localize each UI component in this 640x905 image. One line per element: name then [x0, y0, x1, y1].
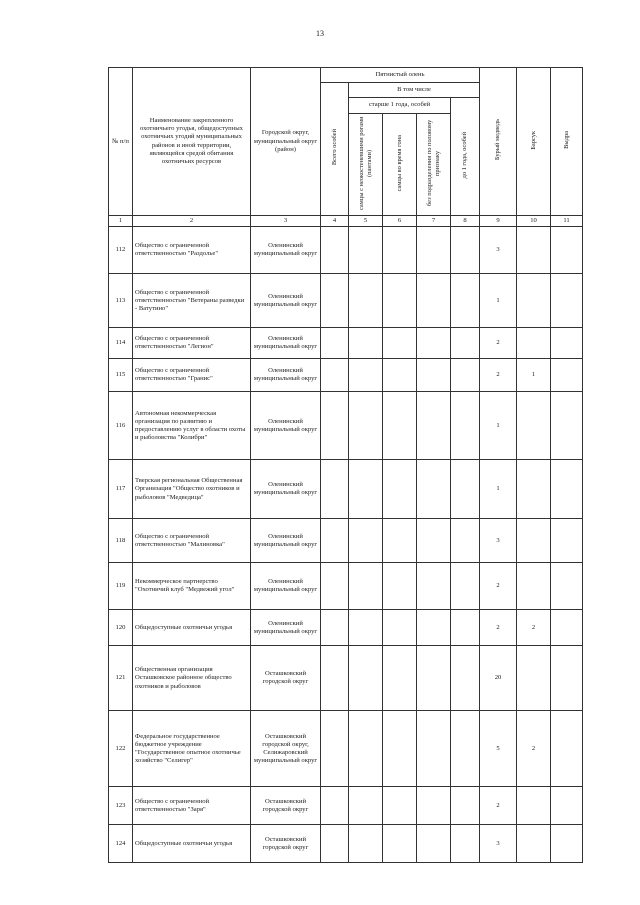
row-num: 115: [109, 359, 133, 392]
row-otter: [551, 328, 583, 359]
row-num: 122: [109, 711, 133, 787]
row-name: Общественная организация Осташковское районное общество охотников и рыболовов: [133, 646, 251, 711]
row-bear: 2: [480, 359, 517, 392]
row-bear: 2: [480, 328, 517, 359]
row-badger: 1: [517, 359, 551, 392]
row-bear: 2: [480, 787, 517, 825]
row-district: Оленинский муниципальный округ: [251, 274, 321, 328]
row-otter: [551, 460, 583, 519]
header-deer-group: Пятнистый олень: [321, 68, 480, 83]
row-district: Оленинский муниципальный округ: [251, 610, 321, 646]
row-num: 120: [109, 610, 133, 646]
row-otter: [551, 825, 583, 863]
row-bear: 20: [480, 646, 517, 711]
row-badger: [517, 563, 551, 610]
header-district: Городской округ, муниципальный округ (район): [251, 68, 321, 216]
header-num: № п/п: [109, 68, 133, 216]
row-num: 124: [109, 825, 133, 863]
row-num: 116: [109, 392, 133, 460]
row-name: Общество с ограниченной ответственностью "Заря": [133, 787, 251, 825]
row-bear: 1: [480, 460, 517, 519]
data-table: [108, 67, 583, 863]
row-name: Общество с ограниченной ответственностью "Легион": [133, 328, 251, 359]
row-otter: [551, 563, 583, 610]
header-young: до 1 года, особей: [451, 98, 480, 216]
row-otter: [551, 392, 583, 460]
table-row: [109, 825, 583, 863]
row-bear: 5: [480, 711, 517, 787]
row-district: Оленинский муниципальный округ: [251, 359, 321, 392]
row-otter: [551, 227, 583, 274]
row-name: Общество с ограниченной ответственностью "Гранис": [133, 359, 251, 392]
row-badger: [517, 274, 551, 328]
row-otter: [551, 359, 583, 392]
col-number: 4: [321, 216, 349, 227]
row-bear: 1: [480, 274, 517, 328]
col-number: 8: [451, 216, 480, 227]
header-including: В том числе: [349, 83, 480, 98]
row-name: Общество с ограниченной ответственностью "Малиновка": [133, 519, 251, 563]
row-name: Общедоступные охотничьи угодья: [133, 825, 251, 863]
row-district: Осташковский городской округ: [251, 825, 321, 863]
row-badger: [517, 646, 551, 711]
row-bear: 3: [480, 227, 517, 274]
row-badger: [517, 227, 551, 274]
col-number: 11: [551, 216, 583, 227]
row-name: Общество с ограниченной ответственностью "Раздолье": [133, 227, 251, 274]
header-otter: Выдра: [551, 68, 583, 216]
table-row: [109, 646, 583, 711]
row-district: Оленинский муниципальный округ: [251, 227, 321, 274]
row-num: 118: [109, 519, 133, 563]
row-bear: 3: [480, 519, 517, 563]
col-number: 10: [517, 216, 551, 227]
row-bear: 3: [480, 825, 517, 863]
row-num: 113: [109, 274, 133, 328]
table-row: [109, 563, 583, 610]
row-otter: [551, 519, 583, 563]
header-sub1: самцы с неокостеневшими рогами (пантами): [349, 114, 383, 216]
header-sub2: самцы во время гона: [383, 114, 417, 216]
table-row: [109, 227, 583, 274]
header-sub3: без подразделения по половому признаку: [417, 114, 451, 216]
row-bear: 2: [480, 610, 517, 646]
table-row: [109, 787, 583, 825]
row-num: 117: [109, 460, 133, 519]
col-number: 9: [480, 216, 517, 227]
header-name: Наименование закрепленного охотничьего угодья, общедоступных охотничьих угодий муниципальных районов и иной территории, являющейся средой обитания охотничьих ресурсов: [133, 68, 251, 216]
row-bear: 1: [480, 392, 517, 460]
row-district: Осташковский городской округ: [251, 646, 321, 711]
row-num: 121: [109, 646, 133, 711]
row-district: Оленинский муниципальный округ: [251, 328, 321, 359]
table-row: [109, 274, 583, 328]
row-badger: [517, 460, 551, 519]
col-number: 5: [349, 216, 383, 227]
header-badger: Барсук: [517, 68, 551, 216]
row-badger: [517, 519, 551, 563]
row-badger: [517, 328, 551, 359]
row-otter: [551, 610, 583, 646]
header-older-group: старше 1 года, особей: [349, 98, 451, 114]
row-district: Оленинский муниципальный округ: [251, 519, 321, 563]
row-name: Общество с ограниченной ответственностью "Ветераны разведки - Ватутино": [133, 274, 251, 328]
row-name: Некоммерческое партнерство "Охотничий клуб "Медвежий угол": [133, 563, 251, 610]
row-num: 112: [109, 227, 133, 274]
table-row: [109, 359, 583, 392]
row-badger: [517, 392, 551, 460]
row-badger: 2: [517, 610, 551, 646]
row-district: Осташковский городской округ, Селижаровский муниципальный округ: [251, 711, 321, 787]
table-row: [109, 460, 583, 519]
row-district: Оленинский муниципальный округ: [251, 563, 321, 610]
row-name: Автономная некоммерческая организация по развитию и предоставлению услуг в области охоты и рыболовства "Колибри": [133, 392, 251, 460]
row-district: Осташковский городской округ: [251, 787, 321, 825]
row-num: 119: [109, 563, 133, 610]
row-badger: [517, 825, 551, 863]
table-row: [109, 392, 583, 460]
table-row: [109, 328, 583, 359]
row-name: Федеральное государственное бюджетное учреждение "Государственное опытное охотничье хозяйство "Селигер": [133, 711, 251, 787]
row-otter: [551, 711, 583, 787]
col-number: 3: [251, 216, 321, 227]
col-number: 1: [109, 216, 133, 227]
col-number: 7: [417, 216, 451, 227]
row-district: Оленинский муниципальный округ: [251, 460, 321, 519]
header-bear: Бурый медведь: [480, 68, 517, 216]
header-total: Всего особей: [321, 83, 349, 216]
row-num: 123: [109, 787, 133, 825]
row-bear: 2: [480, 563, 517, 610]
col-number: 2: [133, 216, 251, 227]
table-row: [109, 610, 583, 646]
row-otter: [551, 646, 583, 711]
row-badger: [517, 787, 551, 825]
row-district: Оленинский муниципальный округ: [251, 392, 321, 460]
row-name: Общедоступные охотничьи угодья: [133, 610, 251, 646]
row-num: 114: [109, 328, 133, 359]
row-name: Тверская региональная Общественная Организация "Общество охотников и рыболовов "Медведица": [133, 460, 251, 519]
row-otter: [551, 787, 583, 825]
table-row: [109, 711, 583, 787]
row-badger: 2: [517, 711, 551, 787]
row-otter: [551, 274, 583, 328]
col-number: 6: [383, 216, 417, 227]
page-number: 13: [316, 29, 324, 38]
table-row: [109, 519, 583, 563]
